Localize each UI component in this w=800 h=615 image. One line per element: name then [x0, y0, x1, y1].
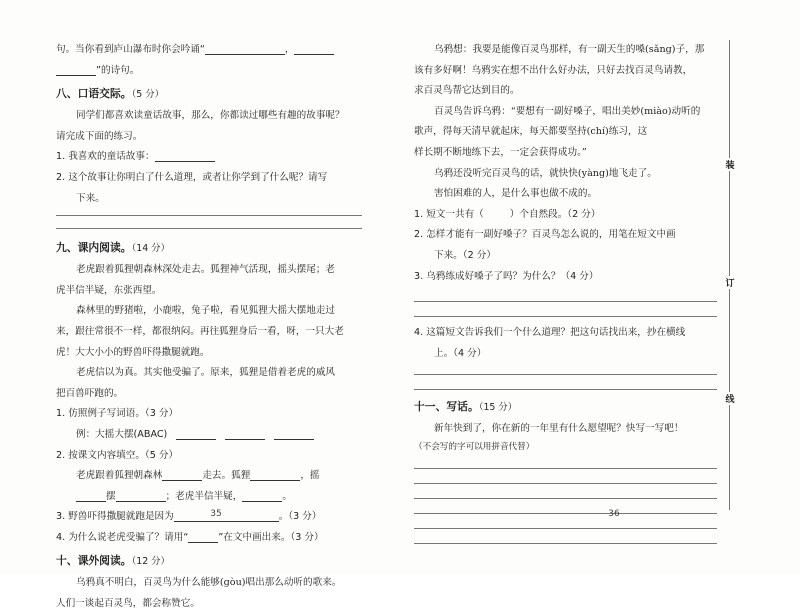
binding-label: 装: [722, 158, 738, 171]
answer-blank[interactable]: [176, 426, 216, 440]
right-q2-cont: 下来。（2 分）: [434, 249, 496, 261]
left-page: [0, 0, 400, 610]
right-q2: 2. 怎样才能有一副好嗓子？百灵鸟怎么说的，用笔在短文中画: [414, 229, 676, 241]
passage-line: 老虎跟着狐狸朝森林深处走去。狐狸神气活现，摇头摆尾；老: [76, 264, 336, 276]
answer-blank[interactable]: [56, 62, 96, 76]
section-9-title: [56, 237, 362, 260]
section-11-title: [414, 396, 717, 419]
fill-text: ；老虎半信半疑，: [165, 490, 243, 502]
passage-line: 该有多好啊！乌鸦实在想不出什么好办法，只好去找百灵鸟请教，: [414, 64, 693, 76]
binding-label: 订: [722, 276, 738, 289]
section-9-q1-example: [56, 425, 362, 446]
answer-blank[interactable]: [116, 488, 166, 502]
section-8-intro-2: 请完成下面的练习。: [56, 130, 143, 142]
writing-line[interactable]: [414, 529, 717, 544]
poem-line-2: [56, 61, 362, 82]
passage-line: 乌鸦真不明白，百灵鸟为什么能够(gòu)唱出那么动听的歌来。: [76, 577, 342, 589]
writing-line[interactable]: [414, 499, 717, 514]
question-text: 1. 短文一共有（: [414, 208, 484, 220]
fill-text: 走去。狐狸: [202, 470, 251, 482]
passage-line: 害怕困难的人，是什么事也做不成的。: [434, 188, 598, 200]
question-points: 。（3 分）: [278, 511, 322, 523]
underline-sample: [188, 529, 218, 543]
answer-line[interactable]: [56, 216, 362, 229]
passage-line: 虎半信半疑，东张西望。: [56, 284, 162, 296]
passage-line: 百灵鸟告诉乌鸦：“要想有一副好嗓子，唱出美妙(miào)动听的: [434, 105, 701, 117]
passage-line: 来，跟往常很不一样，都很纳闷。再往狐狸身后一看，呀，一只大老: [56, 325, 344, 337]
page-number: 35: [210, 509, 222, 519]
section-title-text: 十、课外阅读。: [56, 554, 132, 568]
passage-line: 乌鸦还没听完百灵鸟的话，就快快(yàng)地飞走了。: [434, 167, 657, 179]
poem-line-1: [56, 40, 362, 61]
section-9-q1: 1. 仿照例子写词语。（3 分）: [56, 408, 179, 420]
answer-line[interactable]: [414, 302, 717, 317]
answer-blank[interactable]: [242, 488, 282, 502]
right-column: [414, 40, 717, 544]
answer-blank[interactable]: [76, 488, 106, 502]
answer-blank[interactable]: [155, 148, 215, 162]
binding-margin: [719, 40, 741, 510]
poem-text-tail: ”的诗句。: [96, 64, 140, 76]
section-10-title: [56, 550, 362, 573]
binding-line: [729, 40, 730, 510]
section-points: （14 分）: [131, 243, 170, 255]
answer-blank[interactable]: [162, 467, 202, 481]
question-text: 3. 野兽吓得撒腿就跑是因为: [56, 511, 174, 523]
passage-line: 乌鸦想：我要是能像百灵鸟那样，有一副天生的嗓(sǎng)子，那: [434, 44, 705, 55]
answer-blank[interactable]: [205, 41, 285, 55]
section-points: （15 分）: [478, 402, 518, 414]
right-q4-cont: 上。（4 分）: [434, 347, 487, 359]
section-title-text: 九、课内阅读。: [56, 241, 132, 255]
section-8-title: [56, 83, 362, 106]
passage-line: 人们一谈起百灵鸟，都会称赞它。: [56, 598, 200, 610]
section-points: （5 分）: [131, 89, 164, 101]
left-column: [56, 40, 362, 615]
fill-text: 摆: [106, 490, 116, 502]
passage-line: 求百灵鸟帮它达到目的。: [414, 85, 520, 97]
passage-line: 歌声，得每天清早就起床，每天都要坚持(chí)练习，这: [414, 126, 648, 138]
passage-line: 森林里的野猪啦，小鹿啦，兔子啦，看见狐狸大摇大摆地走过: [76, 305, 336, 317]
section-8-q1: [56, 147, 362, 168]
writing-line[interactable]: [414, 469, 717, 484]
section-9-q2-line1: [56, 466, 362, 487]
right-q1: [414, 205, 717, 226]
section-9-q2-line2: [56, 487, 362, 508]
section-9-q2: 2. 按课文内容填空。（5 分）: [56, 449, 179, 461]
section-title-text: 八、口语交际。: [56, 87, 132, 101]
answer-blank[interactable]: [225, 426, 265, 440]
answer-blank[interactable]: [274, 426, 314, 440]
page-number: 36: [608, 509, 620, 519]
section-8-q2-cont: 下来。: [76, 192, 105, 204]
question-text: 1. 我喜欢的童话故事：: [56, 151, 155, 163]
question-text: 4. 为什么说老虎受骗了？请用“: [56, 531, 189, 543]
passage-line: 虎！大大小小的野兽吓得撒腿就跑。: [56, 346, 210, 358]
question-text-tail: ）个自然段。（2 分）: [509, 208, 601, 220]
section-points: （12 分）: [131, 556, 170, 568]
answer-blank[interactable]: [294, 41, 334, 55]
passage-line: 把百兽吓跑的。: [56, 387, 124, 399]
writing-line[interactable]: [414, 514, 717, 529]
question-text-tail: ”在文中画出来。（3 分）: [218, 531, 324, 543]
writing-line[interactable]: [414, 454, 717, 469]
writing-prompt: 新年快到了，你在新的一年里有什么愿望呢？快写一写吧！: [434, 423, 684, 435]
answer-blank[interactable]: [250, 467, 300, 481]
writing-hint: （不会写的字可以用拼音代替）: [414, 441, 535, 452]
writing-line[interactable]: [414, 484, 717, 499]
fill-text: 老虎跟着狐狸朝森林: [76, 470, 163, 482]
right-q3: 3. 乌鸦练成好嗓子了吗？为什么？（4 分）: [414, 270, 599, 282]
fill-text: ，摇: [300, 470, 320, 482]
section-title-text: 十一、写话。: [414, 400, 479, 414]
passage-line: 样长期不断地练下去，一定会获得成功。”: [414, 146, 587, 158]
right-q4: 4. 这篇短文告诉我们一个什么道理？把这句话找出来，抄在横线: [414, 327, 686, 339]
poem-text: 句。当你看到庐山瀑布时你会吟诵“: [56, 44, 205, 55]
answer-line[interactable]: [414, 375, 717, 390]
binding-label: 线: [722, 392, 738, 405]
answer-line[interactable]: [414, 287, 717, 302]
answer-line[interactable]: [414, 364, 717, 375]
section-8-q2: 2. 这个故事让你明白了什么道理，或者让你学到了什么呢？请写: [56, 171, 328, 183]
comma: ，: [284, 44, 295, 55]
section-8-intro: 同学们都喜欢读童话故事，那么，你都读过哪些有趣的故事呢？: [76, 110, 345, 122]
passage-line: 老虎信以为真。其实他受骗了。原来，狐狸是借着老虎的威风: [76, 367, 336, 379]
section-9-q4: [56, 528, 362, 549]
example-text: 例：大摇大摆(ABAC): [76, 428, 168, 440]
fill-text: 。: [282, 490, 292, 502]
